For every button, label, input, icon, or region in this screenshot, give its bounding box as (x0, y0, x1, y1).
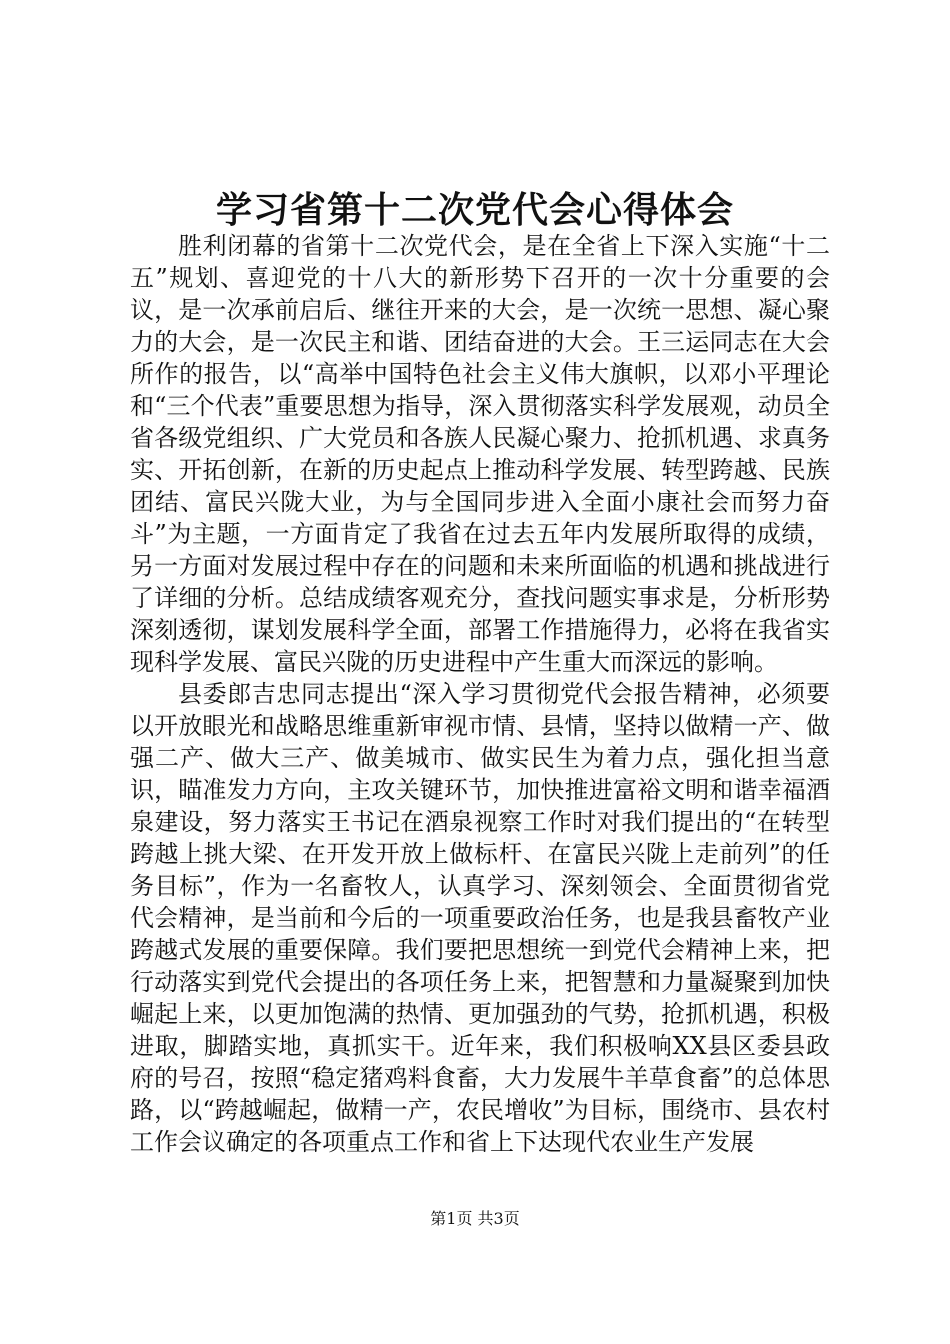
paragraph: 胜利闭幕的省第十二次党代会，是在全省上下深入实施“十二五”规划、喜迎党的十八大的新形势下召开的一次十分重要的会议，是一次承前启后、继往开来的大会，是一次统一思想、凝心聚力的大会，是一次民主和谐、团结奋进的大会。王三运同志在大会所作的报告，以“高举中国特色社会主义伟大旗帜，以邓小平理论和“三个代表”重要思想为指导，深入贯彻落实科学发展观，动员全省各级党组织、广大党员和各族人民凝心聚力、抢抓机遇、求真务实、开拓创新，在新的历史起点上推动科学发展、转型跨越、民族团结、富民兴陇大业，为与全国同步进入全面小康社会而努力奋斗”为主题，一方面肯定了我省在过去五年内发展所取得的成绩，另一方面对发展过程中存在的问题和未来所面临的机遇和挑战进行了详细的分析。总结成绩客观充分，查找问题实事求是，分析形势深刻透彻，谋划发展科学全面，部署工作措施得力，必将在我省实现科学发展、富民兴陇的历史进程中产生重大而深远的影响。 (130, 232, 830, 676)
paragraph: 县委郎吉忠同志提出“深入学习贯彻党代会报告精神，必须要以开放眼光和战略思维重新审视市情、县情，坚持以做精一产、做强二产、做大三产、做美城市、做实民生为着力点，强化担当意识，瞄准发力方向，主攻关键环节，加快推进富裕文明和谐幸福酒泉建设，努力落实王书记在酒泉视察工作时对我们提出的“在转型跨越上挑大梁、在开发开放上做标杆、在富民兴陇上走前列”的任务目标”，作为一名畜牧人，认真学习、深刻领会、全面贯彻省党代会精神，是当前和今后的一项重要政治任务，也是我县畜牧产业跨越式发展的重要保障。我们要把思想统一到党代会精神上来，把行动落实到党代会提出的各项任务上来，把智慧和力量凝聚到加快崛起上来，以更加饱满的热情、更加强劲的气势，抢抓机遇，积极进取，脚踏实地，真抓实干。近年来，我们积极响XX县区委县政府的号召，按照“稳定猪鸡料食畜，大力发展牛羊草食畜”的总体思路，以“跨越崛起，做精一产，农民增收”为目标，围绕市、县农村工作会议确定的各项重点工作和省上下达现代农业生产发展 (130, 680, 830, 1156)
page-number-footer: 第1页 共3页 (430, 1209, 520, 1228)
document-title: 学习省第十二次党代会心得体会 (215, 189, 734, 231)
document-body (130, 230, 830, 1158)
